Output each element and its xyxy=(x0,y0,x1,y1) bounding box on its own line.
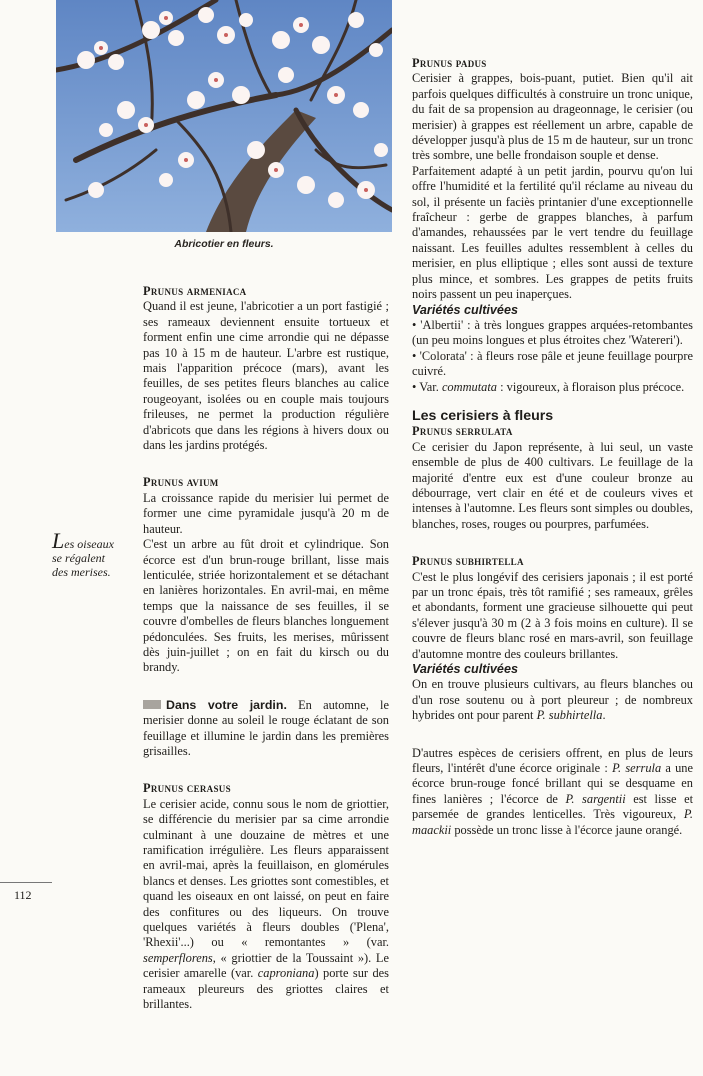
subhirtella-text: C'est le plus longévif des cerisiers japonais ; il est porté par un tronc épais, très tôt ramifié ; ses rameaux, grêles et abondants, forment une gracieuse silhouette qui peut s'élever jusqu'à 30 m (2 à 3 fois moins en culture). Il se couvre de fleurs blanc rosé en mars-avril, son feuillage d'automne montre des couleurs brillantes. xyxy=(412,569,693,661)
subhirtella-varieties-title: Variétés cultivées xyxy=(412,662,518,677)
padus-variety-commutata xyxy=(412,380,693,395)
page-number: 112 xyxy=(14,888,32,902)
heading-prunus-armeniaca: Prunus armeniaca xyxy=(143,284,247,298)
armeniaca-text: Quand il est jeune, l'abricotier a un port fastigié ; ses rameaux deviennent ensuite tortueux et forment enfin une cime arrondie qui ne dépasse pas 10 à 15 m de hauteur. L'arbre est rustique, mais l'apparition précoce (mars), avant les feuilles, de ses petites fleurs blanches au calice rougeoyant, isolées ou en couple mais toujours frileuses, ne permet la production régulière d'abricots que dans les régions à hivers doux ou dans les jardins protégés. xyxy=(143,299,389,453)
cerasus-variety-name: semperflorens xyxy=(143,950,213,965)
garden-tip-marker xyxy=(143,700,161,709)
padus-paragraph-1: Cerisier à grappes, bois-puant, putiet. Bien qu'il ait parfois quelques difficultés à construire un tronc unique, du fait de sa propension au drageonnage, le cerisier (ou merisier) à grappes est réellement un arbre, capable de développer jusqu'à plus de 15 m de hauteur, sur un tronc très sombre, une belle frondaison souple et dense. xyxy=(412,71,693,163)
subhirtella-varieties-text xyxy=(412,677,693,723)
variety-text-part: On en trouve plusieurs cultivars, au fleurs blanches ou d'un rose soutenu ou à port pleureur ; de nombreux hybrides ont pour parent xyxy=(412,677,693,723)
variety-text-part: . xyxy=(602,708,606,723)
garden-tip xyxy=(143,698,389,760)
cerasus-text xyxy=(143,797,389,1013)
other-species-text xyxy=(412,746,693,838)
species-latin-name: P. serrula xyxy=(612,761,662,776)
other-species-text-part: a une écorce brun-rouge foncé brillant qui se desquame en fines lanières ; l'écorce de xyxy=(412,761,694,806)
right-column xyxy=(412,56,693,838)
apricot-blossom-illustration xyxy=(56,0,392,232)
apricot-blossom-photo xyxy=(56,0,392,232)
padus-variety-albertii: • 'Albertii' : à très longues grappes arquées-retombantes (un peu moins longues et plus étroites chez 'Watereri'). xyxy=(412,317,693,348)
species-latin-name: P. sargentii xyxy=(565,791,626,806)
margin-note-initial: L xyxy=(52,528,65,553)
margin-note xyxy=(52,528,122,579)
variety-text-part: : vigoureux, à floraison plus précoce. xyxy=(497,379,685,394)
left-column xyxy=(143,284,389,1012)
heading-prunus-avium: Prunus avium xyxy=(143,475,219,490)
cerasus-text-part: ) porte sur des rameaux pleureurs des griottes claires et brillantes. xyxy=(143,966,389,1012)
variety-text-part: • Var. xyxy=(412,379,442,394)
variety-latin-name: commutata xyxy=(441,379,497,394)
heading-prunus-subhirtella: Prunus subhirtella xyxy=(412,554,524,569)
padus-paragraph-2: Parfaitement adapté à un petit jardin, pourvu qu'on lui offre l'humidité et la fertilité qu'il réclame au niveau du sol, il présente un faciès printanier d'une exceptionnelle fraîcheur : gerbe de grappes blanches, à parfum d'amandes, rehaussées par le vert tendre du feuillage naissant. Les feuilles adultes ressemblent à celles du merisier, en plus elliptique ; elles sont aussi de texture plus mince, et sombres. Les grappes de petits fruits noirs passent un peu inaperçues. xyxy=(412,163,693,302)
other-species-text-part: est lisse et parsemée de grandes lenticelles. Très vigoureux, xyxy=(412,791,694,822)
heading-prunus-padus: Prunus padus xyxy=(412,56,487,70)
margin-note-text: es oiseaux se régalent des merises. xyxy=(52,537,114,579)
other-species-text-part: possède un tronc lisse à l'écorce jaune orangé. xyxy=(451,822,683,837)
photo-caption: Abricotier en fleurs. xyxy=(174,238,274,250)
garden-tip-text: En automne, le merisier donne au soleil le rouge éclatant de son feuillage et illumine le jardin dans les premières grisailles. xyxy=(143,697,389,758)
variety-latin-name: P. subhirtella xyxy=(536,708,603,723)
avium-paragraph-1: La croissance rapide du merisier lui permet de former une cime pyramidale jusqu'à 20 m de hauteur. xyxy=(143,490,389,536)
heading-prunus-cerasus: Prunus cerasus xyxy=(143,781,231,796)
heading-prunus-serrulata: Prunus serrulata xyxy=(412,424,513,439)
padus-variety-colorata: • 'Colorata' : à fleurs rose pâle et jeune feuillage pourpre cuivré. xyxy=(412,348,693,379)
other-species-text-part: D'autres espèces de cerisiers offrent, en plus de leurs fleurs, l'intérêt d'une écorce originale : xyxy=(412,745,693,776)
page-number-rule xyxy=(0,882,52,883)
avium-paragraph-2: C'est un arbre au fût droit et cylindrique. Son écorce est d'un brun-rouge brillant, lisse mais lenticulée, striée horizontalement et se détachant en lanières horizontales. En avril-mai, en même temps que la naissance de ses feuilles, il se couvre d'ombelles de fleurs blanches longuement pédonculées. Ses fruits, les merises, mûrissent dès juin-juillet ; on en fait du kirsch ou du brandy. xyxy=(143,537,389,675)
section-title-cherry-blossoms: Les cerisiers à fleurs xyxy=(412,407,554,424)
species-latin-name: P. maackii xyxy=(412,807,693,837)
serrulata-text: Ce cerisier du Japon représente, à lui seul, un vaste ensemble de plus de 400 cultivars. Le feuillage de la majorité d'entre eux est d'une couleur bronze au débourrage, vert clair en été et de couleurs vives et intenses à l'automne. Les fleurs sont simples ou doubles, blanches, roses, rouges ou pourpres, parfumées. xyxy=(412,439,693,531)
cerasus-variety-name: caproniana xyxy=(257,966,315,981)
padus-varieties-title: Variétés cultivées xyxy=(412,302,518,317)
garden-tip-label: Dans votre jardin. xyxy=(166,697,287,712)
cerasus-text-part: Le cerisier acide, connu sous le nom de griottier, se différencie du merisier par sa cime arrondie culminant à une douzaine de mètres et une ramification irrégulière. Les fleurs apparaissent en avril-mai, après la feuillaison, en glomérules blancs et denses. Les griottes sont comestibles, et quand les oiseaux en ont laissé, on peut en faire des confitures ou des liqueurs. On trouve quelques variétés à fleurs doubles ('Plena', 'Rhexii'...) ou « remontantes » (var. xyxy=(143,796,389,950)
cerasus-text-part: , « griottier de la Toussaint »). Le cerisier amarelle (var. xyxy=(143,950,389,981)
